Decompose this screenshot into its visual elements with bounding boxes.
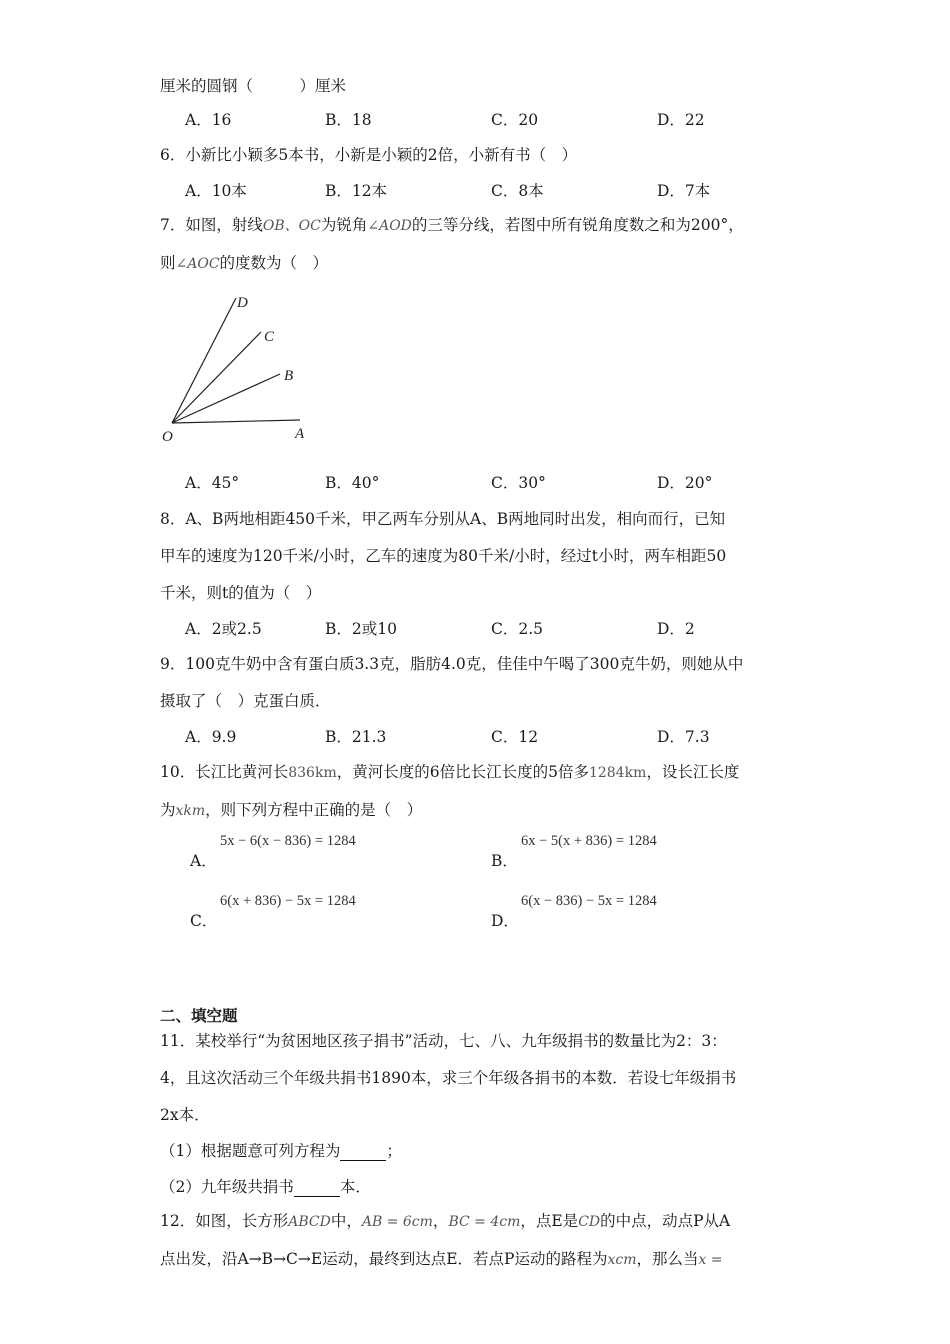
- q7-rays: OB、OC: [262, 218, 321, 234]
- ray-oa: [172, 420, 300, 423]
- q6-stem: 6．小新比小颖多5本书，小新是小颖的2倍，小新有书（ ）: [160, 146, 578, 164]
- q9-option-d: D．7.3: [657, 728, 710, 746]
- q8-option-a: A．2或2.5: [185, 620, 262, 638]
- q7-angle-figure: [150, 288, 330, 448]
- q6-option-a: A．10本: [185, 182, 247, 200]
- q11-sub1: [160, 1141, 402, 1161]
- q10-equation-b: 6x − 5(x + 836) = 1284: [521, 833, 657, 849]
- q8-line2: 甲车的速度为120千米/小时，乙车的速度为80千米/小时，经过t小时，两车相距50: [160, 547, 727, 565]
- q11-line1: 11．某校举行“为贫困地区孩子捐书”活动，七、八、九年级捐书的数量比为2：3：: [160, 1032, 727, 1050]
- label-d: D: [237, 295, 248, 311]
- q9-option-a: A．9.9: [185, 728, 237, 746]
- label-a: A: [295, 426, 305, 442]
- q7-stem-line1: [160, 215, 744, 236]
- q10-line1-c: ，设长江长度: [646, 763, 740, 781]
- q12-rect: ABCD: [288, 1214, 331, 1230]
- q10-line2-a: 为: [160, 801, 176, 819]
- q11-sub1-b: ；: [386, 1142, 402, 1160]
- q11-sub1-a: （1）根据题意可列方程为: [160, 1142, 341, 1160]
- q7-stem-c: 的三等分线，若图中所有锐角度数之和为200°，: [411, 216, 744, 234]
- q10-label-d: D．: [491, 912, 519, 930]
- q9-line1: 9．100克牛奶中含有蛋白质3.3克，脂肪4.0克，佳佳中午喝了300克牛奶，则她从中: [160, 655, 744, 673]
- ray-ob: [172, 374, 280, 423]
- section-fill-in-title: 二、填空题: [160, 1006, 238, 1025]
- q11-blank-2[interactable]: [294, 1180, 340, 1197]
- label-b: B: [284, 368, 294, 384]
- q12-line1-b: 中，: [330, 1212, 362, 1230]
- q5-option-d: D．22: [657, 111, 705, 129]
- q12-line2: [160, 1249, 723, 1270]
- q7-option-b: B．40°: [325, 474, 380, 492]
- q10-equation-d: 6(x − 836) − 5x = 1284: [521, 893, 657, 909]
- q7-stem-b: 为锐角: [320, 216, 368, 234]
- q11-blank-1[interactable]: [340, 1144, 386, 1161]
- q5-option-b: B．18: [325, 111, 372, 129]
- q9-line2: 摄取了（ ）克蛋白质．: [160, 692, 331, 710]
- q10-label-b: B．: [491, 852, 518, 870]
- q10-line2: [160, 800, 422, 821]
- q7-angle-aod: ∠AOD: [367, 218, 412, 234]
- ray-oc: [172, 332, 261, 423]
- q12-xeq: x =: [698, 1252, 723, 1268]
- q12-line1-d: 的中点，动点P从A: [600, 1212, 731, 1230]
- q12-line1-c: ，点E是: [520, 1212, 579, 1230]
- q10-len2: 1284km: [588, 765, 647, 781]
- q5-options: [185, 110, 785, 130]
- label-c: C: [264, 329, 275, 345]
- q8-options: [185, 619, 785, 639]
- q6-options: [185, 181, 785, 201]
- q8-option-b: B．2或10: [325, 620, 397, 638]
- q5-option-c: C．20: [491, 111, 539, 129]
- q8-line1: 8．A、B两地相距450千米，甲乙两车分别从A、B两地同时出发，相向而行，已知: [160, 510, 726, 528]
- q8-option-c: C．2.5: [491, 620, 544, 638]
- q6-option-c: C．8本: [491, 182, 544, 200]
- q10-var: xkm: [175, 803, 206, 819]
- q7-option-c: C．30°: [491, 474, 546, 492]
- q9-option-c: C．12: [491, 728, 539, 746]
- q7-line2-a: 则: [160, 254, 176, 272]
- q9-option-b: B．21.3: [325, 728, 387, 746]
- q5-tail: 厘米的圆钢（ ）厘米: [160, 77, 347, 95]
- q5-option-a: A．16: [185, 111, 232, 129]
- q11-sub2-b: 本．: [339, 1178, 371, 1196]
- q11-sub2-a: （2）九年级共捐书: [160, 1178, 294, 1196]
- q10-line2-b: ，则下列方程中正确的是（ ）: [205, 801, 423, 819]
- q6-option-d: D．7本: [657, 182, 711, 200]
- q7-angle-aoc: ∠AOC: [175, 256, 220, 272]
- q8-line3: 千米，则t的值为（ ）: [160, 584, 322, 602]
- q7-option-d: D．20°: [657, 474, 713, 492]
- q12-ab: AB = 6cm: [361, 1214, 433, 1230]
- q10-len1: 836km: [288, 765, 337, 781]
- q11-line3: 2x本．: [160, 1106, 210, 1124]
- q10-line1-b: ，黄河长度的6倍比长江长度的5倍多: [336, 763, 589, 781]
- q11-line2: 4，且这次活动三个年级共捐书1890本，求三个年级各捐书的本数．若设七年级捐书: [160, 1069, 737, 1087]
- q7-line2-b: 的度数为（ ）: [219, 254, 329, 272]
- q11-sub2: [160, 1177, 371, 1197]
- q12-line1: [160, 1211, 730, 1232]
- q12-line1-a: 12．如图，长方形: [160, 1212, 289, 1230]
- q7-option-a: A．45°: [185, 474, 240, 492]
- q7-stem-line2: [160, 253, 328, 274]
- q12-line2-a: 点出发，沿A→B→C→E运动，最终到达点E．若点P运动的路程为: [160, 1250, 608, 1268]
- q10-equation-c: 6(x + 836) − 5x = 1284: [220, 893, 356, 909]
- q9-options: [185, 727, 785, 747]
- q10-line1: [160, 762, 739, 783]
- q10-label-c: C．: [190, 912, 218, 930]
- q10-line1-a: 10．长江比黄河长: [160, 763, 289, 781]
- ray-od: [172, 298, 236, 423]
- q12-xcm: xcm: [607, 1252, 637, 1268]
- q12-cd: CD: [578, 1214, 601, 1230]
- q12-bc: BC = 4cm: [448, 1214, 521, 1230]
- q10-label-a: A．: [190, 852, 217, 870]
- q12-line2-b: ，那么当: [636, 1250, 699, 1268]
- q6-option-b: B．12本: [325, 182, 388, 200]
- q12-sep: ，: [432, 1212, 449, 1230]
- q7-options: [185, 473, 785, 493]
- label-o: O: [162, 429, 173, 445]
- q7-stem-a: 7．如图，射线: [160, 216, 263, 234]
- q8-option-d: D．2: [657, 620, 695, 638]
- q10-equation-a: 5x − 6(x − 836) = 1284: [220, 833, 356, 849]
